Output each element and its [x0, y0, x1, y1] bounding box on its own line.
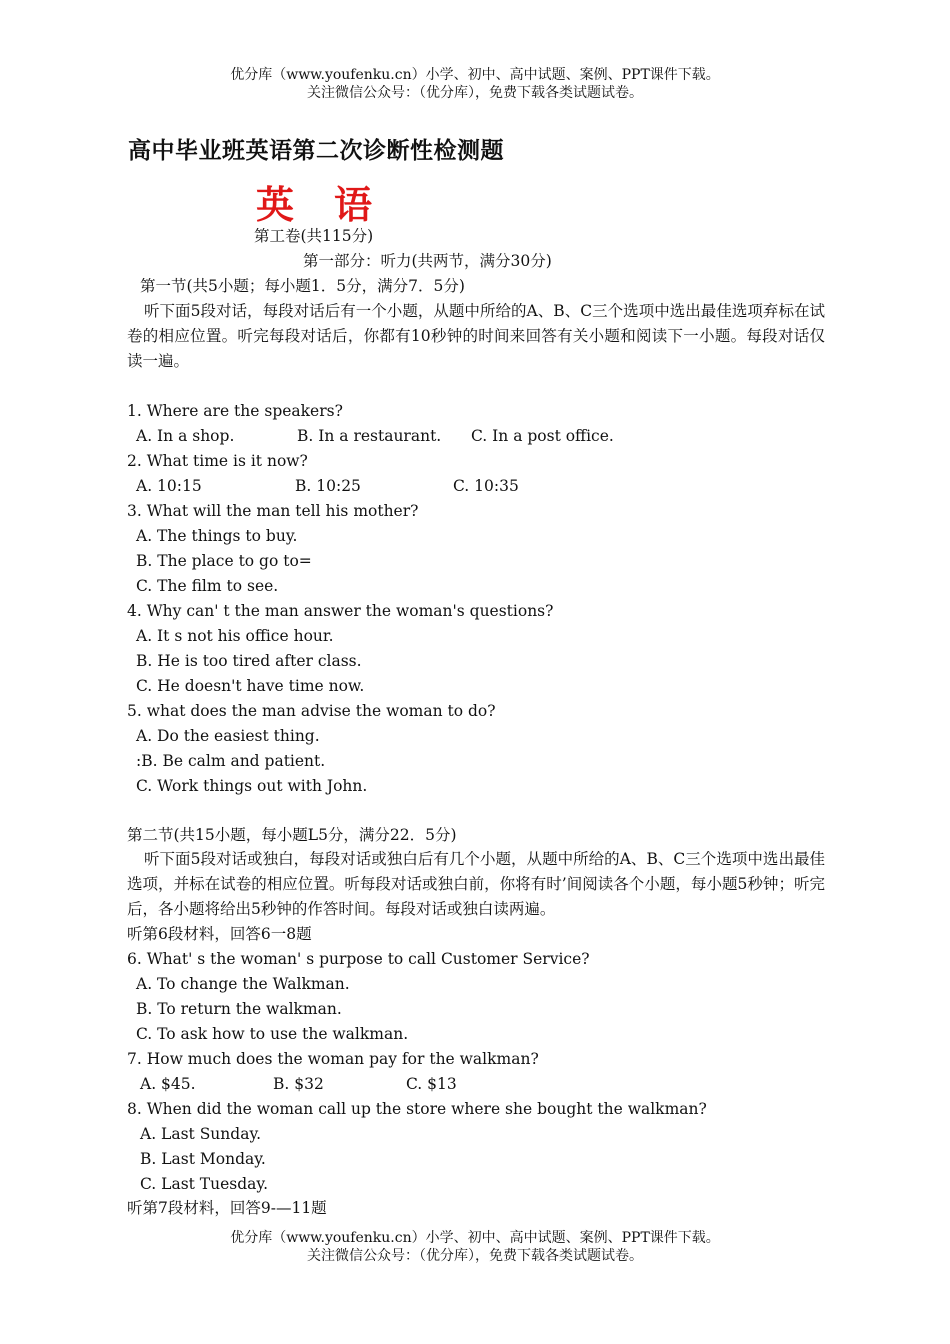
q7-option-a: A. $45. — [140, 1075, 196, 1093]
q7-option-b: B. $32 — [273, 1075, 324, 1093]
page-footer — [0, 1229, 950, 1265]
q2-option-c: C. 10:35 — [453, 477, 519, 495]
q2-option-a: A. 10:15 — [136, 477, 202, 495]
q1-option-b: B. In a restaurant. — [297, 427, 442, 445]
question-5: 5. what does the man advise the woman to do? — [127, 702, 496, 720]
question-2: 2. What time is it now? — [127, 452, 308, 470]
question-4: 4. Why can' t the man answer the woman's questions? — [127, 602, 554, 620]
material-6-heading: 听第6段材料，回答6一8题 — [127, 925, 312, 943]
q5-option-c: C. Work things out with John. — [136, 777, 368, 795]
q8-option-c: C. Last Tuesday. — [140, 1175, 269, 1193]
part-heading: 第一部分：听力(共两节，满分30分) — [303, 252, 552, 270]
header-line-1: 优分库（www.youfenku.cn）小学、初中、高中试题、案例、PPT课件下载。 — [230, 67, 720, 83]
q8-option-b: B. Last Monday. — [140, 1150, 266, 1168]
page-header — [0, 66, 950, 102]
section-1-instructions: 听下面5段对话，每段对话后有一个小题，从题中所给的A、B、C三个选项中选出最佳选项弃标在试卷的相应位置。听完每段对话后，你都有10秒钟的时间来回答有关小题和阅读下一小题。每段对话仅读一遍。 — [127, 302, 825, 370]
section-2-instructions: 听下面5段对话或独白，每段对话或独白后有几个小题，从题中所给的A、B、C三个选项中选出最佳选项，并标在试卷的相应位置。听每段对话或独白前，你将有时’间阅读各个小题，每小题5秒钟；听完后，各小题将给出5秒钟的作答时间。每段对话或独白读两遍。 — [127, 850, 825, 918]
q1-option-c: C. In a post office. — [471, 427, 614, 445]
q6-option-c: C. To ask how to use the walkman. — [136, 1025, 409, 1043]
question-3: 3. What will the man tell his mother? — [127, 502, 419, 520]
header-line-2: 关注微信公众号：（优分库），免费下载各类试题试卷。 — [307, 85, 643, 101]
q5-option-b: :B. Be calm and patient. — [136, 752, 326, 770]
q3-option-b: B. The place to go to= — [136, 552, 312, 570]
volume-heading: 第工卷(共115分) — [254, 227, 374, 245]
question-7: 7. How much does the woman pay for the walkman? — [127, 1050, 539, 1068]
q3-option-a: A. The things to buy. — [136, 527, 298, 545]
q7-option-c: C. $13 — [406, 1075, 457, 1093]
section-2-heading: 第二节(共15小题，每小题L5分，满分22．5分) — [127, 826, 457, 844]
q6-option-a: A. To change the Walkman. — [136, 975, 350, 993]
q6-option-b: B. To return the walkman. — [136, 1000, 342, 1018]
question-8: 8. When did the woman call up the store where she bought the walkman? — [127, 1100, 707, 1118]
q3-option-c: C. The film to see. — [136, 577, 279, 595]
q4-option-c: C. He doesn't have time now. — [136, 677, 365, 695]
footer-line-2: 关注微信公众号：（优分库），免费下载各类试题试卷。 — [307, 1248, 643, 1264]
material-7-heading: 听第7段材料，回答9-—11题 — [127, 1199, 327, 1217]
q2-option-b: B. 10:25 — [295, 477, 361, 495]
q1-option-a: A. In a shop. — [136, 427, 235, 445]
exam-title: 高中毕业班英语第二次诊断性检测题 — [128, 138, 504, 164]
subject-title: 英语 — [256, 183, 413, 227]
question-6: 6. What' s the woman' s purpose to call Customer Service? — [127, 950, 590, 968]
q5-option-a: A. Do the easiest thing. — [136, 727, 320, 745]
question-1: 1. Where are the speakers? — [127, 402, 343, 420]
q4-option-b: B. He is too tired after class. — [136, 652, 362, 670]
q8-option-a: A. Last Sunday. — [140, 1125, 262, 1143]
section-1-heading: 第一节(共5小题；每小题1．5分，满分7．5分) — [140, 277, 465, 295]
footer-line-1: 优分库（www.youfenku.cn）小学、初中、高中试题、案例、PPT课件下载。 — [230, 1230, 720, 1246]
q4-option-a: A. It s not his office hour. — [136, 627, 334, 645]
